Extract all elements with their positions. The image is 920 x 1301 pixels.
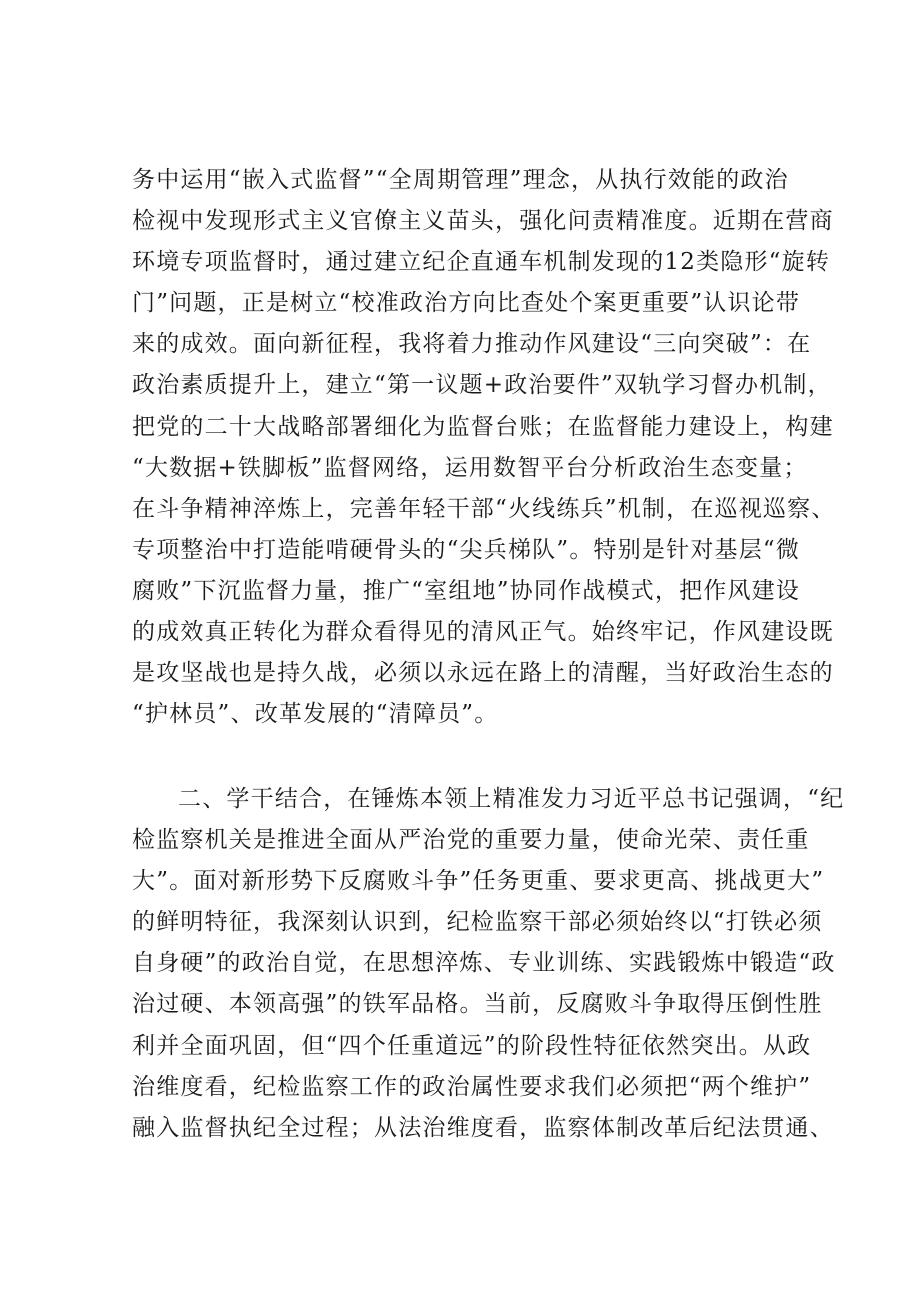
paragraph-line: 专项整治中打造能啃硬骨头的“尖兵梯队”。特别是针对基层“微 [132, 536, 801, 563]
paragraph-line: 政治素质提升上，建立“第一议题+政治要件”双轨学习督办机制， [132, 372, 832, 399]
paragraph-line: 大”。面对新形势下反腐败斗争”任务更重、要求更高、挑战更大” [132, 868, 825, 895]
paragraph-line: 把党的二十大战略部署细化为监督台账；在监督能力建设上，构建 [132, 413, 834, 440]
paragraph-line: 二、学干结合，在锤炼本领上精准发力习近平总书记强调，“纪 [178, 786, 845, 812]
paragraph-line: “护林员”、改革发展的“清障员”。 [132, 701, 499, 728]
paragraph-line: “大数据+铁脚板”监督网络，运用数智平台分析政治生态变量； [132, 454, 808, 481]
paragraph-line: 务中运用“嵌入式监督”“全周期管理”理念，从执行效能的政治 [132, 167, 789, 193]
paragraph-line: 检监察机关是推进全面从严治党的重要力量，使命光荣、责任重 [132, 827, 810, 854]
paragraph-2 [132, 779, 845, 1149]
paragraph-line: 治维度看，纪检监察工作的政治属性要求我们必须把“两个维护” [132, 1073, 812, 1100]
paragraph-line: 是攻坚战也是持久战，必须以永远在路上的清醒，当好政治生态的 [132, 660, 834, 687]
paragraph-line: 自身硬”的政治自觉，在思想淬炼、专业训练、实践锻炼中锻造“政 [132, 950, 836, 977]
paragraph-line: 来的成效。面向新征程，我将着力推动作风建设“三向突破”：在 [132, 331, 812, 358]
paragraph-line: 门”问题，正是树立“校准政治方向比查处个案更重要”认识论带 [132, 290, 801, 317]
paragraph-line: 在斗争精神淬炼上，完善年轻干部“火线练兵”机制，在巡视巡察、 [132, 495, 836, 522]
paragraph-line: 的成效真正转化为群众看得见的清风正气。始终牢记，作风建设既 [132, 619, 834, 646]
paragraph-line: 腐败”下沉监督力量，推广“室组地”协同作战模式，把作风建设 [132, 577, 801, 604]
paragraph-line: 的鲜明特征，我深刻认识到，纪检监察干部必须始终以“打铁必须 [132, 909, 823, 936]
paragraph-line: 治过硬、本领高强”的铁军品格。当前，反腐败斗争取得压倒性胜 [132, 991, 823, 1018]
paragraph-line: 检视中发现形式主义官僚主义苗头，强化问责精准度。近期在营商 [132, 208, 834, 235]
paragraph-1 [132, 160, 836, 735]
paragraph-line: 利并全面巩固，但“四个任重道远”的阶段性特征依然突出。从政 [132, 1032, 812, 1059]
paragraph-line: 环境专项监督时，通过建立纪企直通车机制发现的12类隐形“旋转 [132, 249, 831, 276]
paragraph-line: 融入监督执纪全过程；从法治维度看，监察体制改革后纪法贯通、 [132, 1114, 834, 1141]
